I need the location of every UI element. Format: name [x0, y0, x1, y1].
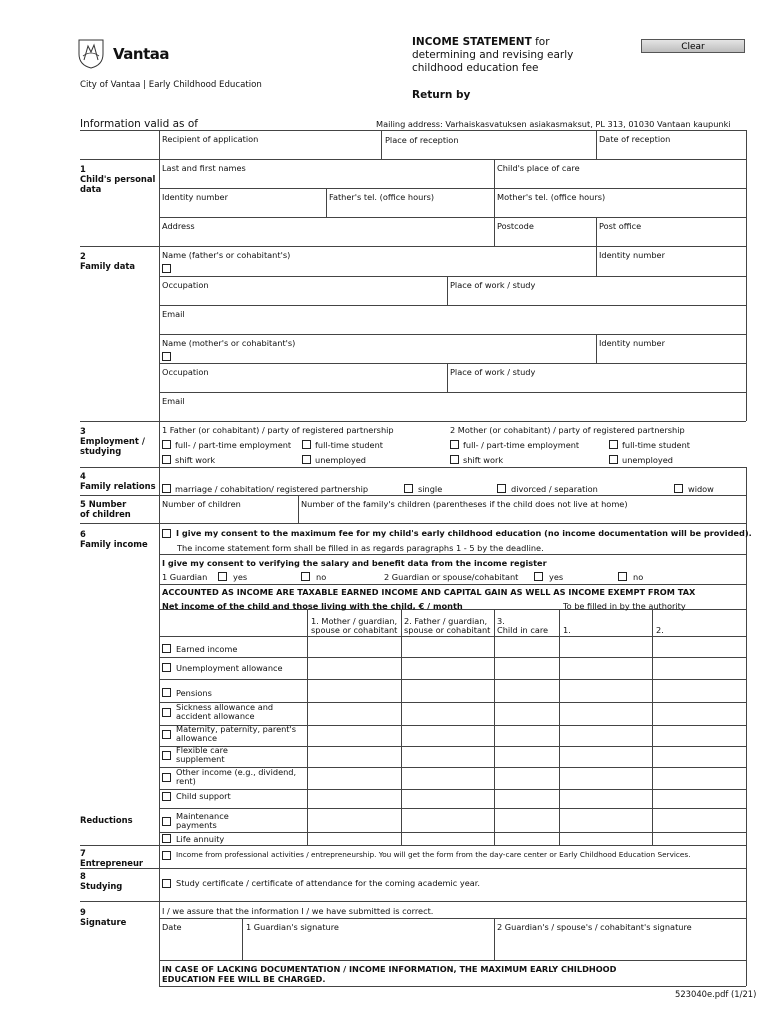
- g1-shift-label: shift work: [175, 455, 216, 465]
- consent-verify-label: I give my consent to verifying the salary and benefit data from the income register: [162, 558, 547, 568]
- g1-no-checkbox[interactable]: [301, 572, 310, 581]
- section-7-label: 7 Entrepreneur: [80, 848, 144, 868]
- postcode-field[interactable]: Postcode: [497, 221, 534, 231]
- father-identity-field[interactable]: Identity number: [599, 250, 665, 260]
- life-annuity-checkbox[interactable]: [162, 834, 171, 843]
- form-title-rest: for: [531, 36, 550, 48]
- other-income-line2: rent): [176, 776, 196, 786]
- guardian-2-signature-field[interactable]: 2 Guardian's / spouse's / cohabitant's signature: [497, 922, 692, 932]
- sickness-allowance-line1: Sickness allowance and: [176, 702, 274, 712]
- income-g2-label: 2 Guardian or spouse/cohabitant: [384, 572, 519, 582]
- maintenance-payments-line2: payments: [176, 820, 217, 830]
- section-2-label: 2 Family data: [80, 251, 136, 271]
- g2-shift-checkbox[interactable]: [450, 455, 459, 464]
- maintenance-payments-checkbox[interactable]: [162, 817, 171, 826]
- g2-yes-checkbox[interactable]: [534, 572, 543, 581]
- other-income-checkbox[interactable]: [162, 773, 171, 782]
- section-8-label: 8 Studying: [80, 871, 123, 891]
- section-5-label: 5 Number of children: [80, 499, 131, 519]
- life-annuity-label: Life annuity: [176, 834, 225, 844]
- father-workplace-field[interactable]: Place of work / study: [450, 280, 536, 290]
- net-income-heading: Net income of the child and those living with the child, € / month: [162, 601, 463, 611]
- sickness-allowance-label: [176, 703, 273, 721]
- unemployment-allowance-checkbox[interactable]: [162, 663, 171, 672]
- g2-student-label: full-time student: [622, 440, 690, 450]
- single-label: single: [418, 484, 443, 494]
- father-checkbox[interactable]: [162, 264, 171, 273]
- maternity-allowance-line1: Maternity, paternity, parent's: [176, 724, 297, 734]
- return-by-label: Return by: [412, 89, 471, 101]
- address-field[interactable]: Address: [162, 221, 195, 231]
- sickness-allowance-line2: accident allowance: [176, 711, 255, 721]
- employment-guardian-1-label: 1 Father (or cohabitant) / party of registered partnership: [162, 425, 394, 435]
- widow-label: widow: [688, 484, 714, 494]
- earned-income-label: Earned income: [176, 644, 238, 654]
- mother-workplace-field[interactable]: Place of work / study: [450, 367, 536, 377]
- valid-as-of-label: Information valid as of: [80, 118, 198, 130]
- maternity-allowance-line2: allowance: [176, 733, 218, 743]
- post-office-field[interactable]: Post office: [599, 221, 642, 231]
- g1-fullpart-label: full- / part-time employment: [175, 440, 292, 450]
- flexible-care-line2: supplement: [176, 754, 225, 764]
- col-father-header-2: spouse or cohabitant: [404, 625, 491, 635]
- marriage-checkbox[interactable]: [162, 484, 171, 493]
- single-checkbox[interactable]: [404, 484, 413, 493]
- form-title: [412, 36, 573, 75]
- child-support-label: Child support: [176, 791, 231, 801]
- g1-no-label: no: [316, 572, 327, 582]
- footer-file-reference: 523040e.pdf (1/21): [675, 989, 757, 999]
- mailing-address: Mailing address: Varhaiskasvatuksen asiakasmaksut, PL 313, 01030 Vantaan kaupunki: [376, 119, 731, 129]
- family-children-field[interactable]: Number of the family's children (parentheses if the child does not live at home): [301, 499, 628, 509]
- mother-checkbox[interactable]: [162, 352, 171, 361]
- section-4-label: 4 Family relations: [80, 471, 156, 491]
- form-title-line2: determining and revising early: [412, 49, 574, 61]
- pensions-label: Pensions: [176, 688, 212, 698]
- flexible-care-line1: Flexible care: [176, 745, 228, 755]
- entrepreneur-label: Income from professional activities / entrepreneurship. You will get the form from the day-care center or Early Childhood Education Services.: [176, 850, 691, 859]
- mother-tel-field[interactable]: Mother's tel. (office hours): [497, 192, 606, 202]
- g2-shift-label: shift work: [463, 455, 504, 465]
- father-tel-field[interactable]: Father's tel. (office hours): [329, 192, 435, 202]
- g2-student-checkbox[interactable]: [609, 440, 618, 449]
- warning-line-2: EDUCATION FEE WILL BE CHARGED.: [162, 974, 326, 984]
- widow-checkbox[interactable]: [674, 484, 683, 493]
- flexible-care-label: [176, 746, 228, 764]
- g2-no-label: no: [633, 572, 644, 582]
- employment-guardian-2-label: 2 Mother (or cohabitant) / party of registered partnership: [450, 425, 685, 435]
- authority-note: To be filled in by the authority: [563, 601, 686, 611]
- col-father-header-1: 2. Father / guardian,: [404, 616, 488, 626]
- date-of-reception-label: Date of reception: [599, 134, 671, 144]
- g1-student-label: full-time student: [315, 440, 383, 450]
- flexible-care-checkbox[interactable]: [162, 751, 171, 760]
- signature-date-field[interactable]: Date: [162, 922, 182, 932]
- g1-unemployed-checkbox[interactable]: [302, 455, 311, 464]
- section-9-label: 9 Signature: [80, 907, 127, 927]
- other-income-line1: Other income (e.g., dividend,: [176, 767, 297, 777]
- col-child-header-2: Child in care: [497, 625, 549, 635]
- col-authority-1-header: 1.: [563, 625, 571, 635]
- consent-max-fee-checkbox[interactable]: [162, 529, 171, 538]
- income-g1-label: 1 Guardian: [162, 572, 208, 582]
- father-name-field[interactable]: Name (father's or cohabitant's): [162, 250, 291, 260]
- warning-line-1: IN CASE OF LACKING DOCUMENTATION / INCOME INFORMATION, THE MAXIMUM EARLY CHILDHOOD: [162, 964, 617, 974]
- study-certificate-checkbox[interactable]: [162, 879, 171, 888]
- g1-unemployed-label: unemployed: [315, 455, 366, 465]
- clear-button[interactable]: Clear: [641, 39, 745, 53]
- marriage-label: marriage / cohabitation/ registered partnership: [175, 484, 369, 494]
- father-email-field[interactable]: Email: [162, 309, 185, 319]
- section-3-label: 3 Employment / studying: [80, 426, 145, 456]
- g2-fullpart-checkbox[interactable]: [450, 440, 459, 449]
- g2-no-checkbox[interactable]: [618, 572, 627, 581]
- earned-income-checkbox[interactable]: [162, 644, 171, 653]
- g2-unemployed-label: unemployed: [622, 455, 673, 465]
- mother-email-field[interactable]: Email: [162, 396, 185, 406]
- maternity-allowance-label: [176, 725, 296, 743]
- divorced-checkbox[interactable]: [497, 484, 506, 493]
- section-6-label: 6 Family income: [80, 529, 148, 549]
- fill-note: The income statement form shall be filled in as regards paragraphs 1 - 5 by the deadline.: [177, 543, 544, 553]
- col-mother-header-2: spouse or cohabitant: [311, 625, 398, 635]
- col-child-header-1: 3.: [497, 616, 505, 626]
- place-of-reception-label: Place of reception: [385, 135, 459, 145]
- pensions-checkbox[interactable]: [162, 688, 171, 697]
- vantaa-crest-icon: [76, 36, 106, 70]
- child-names-field[interactable]: Last and first names: [162, 163, 246, 173]
- g1-yes-label: yes: [233, 572, 248, 582]
- maternity-allowance-checkbox[interactable]: [162, 730, 171, 739]
- study-certificate-label: Study certificate / certificate of attendance for the coming academic year.: [176, 878, 481, 888]
- section-1-label: 1 Child's personal data: [80, 164, 156, 194]
- g2-yes-label: yes: [549, 572, 564, 582]
- father-occupation-field[interactable]: Occupation: [162, 280, 209, 290]
- g2-unemployed-checkbox[interactable]: [609, 455, 618, 464]
- form-title-bold: INCOME STATEMENT: [412, 36, 532, 48]
- consent-max-fee-label: I give my consent to the maximum fee for my child's early childhood education (no income documentation will be provided).: [176, 528, 752, 538]
- mother-identity-field[interactable]: Identity number: [599, 338, 665, 348]
- number-of-children-field[interactable]: Number of children: [162, 499, 241, 509]
- g2-fullpart-label: full- / part-time employment: [463, 440, 580, 450]
- mother-occupation-field[interactable]: Occupation: [162, 367, 209, 377]
- reductions-label: Reductions: [80, 815, 133, 825]
- col-mother-header-1: 1. Mother / guardian,: [311, 616, 398, 626]
- child-place-of-care-field[interactable]: Child's place of care: [497, 163, 580, 173]
- divorced-label: divorced / separation: [511, 484, 598, 494]
- maintenance-payments-label: [176, 812, 229, 830]
- entrepreneur-checkbox[interactable]: [162, 851, 171, 860]
- g1-yes-checkbox[interactable]: [218, 572, 227, 581]
- g1-student-checkbox[interactable]: [302, 440, 311, 449]
- g1-fullpart-checkbox[interactable]: [162, 440, 171, 449]
- unemployment-allowance-label: Unemployment allowance: [176, 663, 283, 673]
- recipient-label: Recipient of application: [162, 134, 259, 144]
- accounted-income-notice: ACCOUNTED AS INCOME ARE TAXABLE EARNED INCOME AND CAPITAL GAIN AS WELL AS INCOME EXEMPT FROM TAX: [162, 587, 696, 597]
- form-title-line3: childhood education fee: [412, 62, 539, 74]
- child-identity-field[interactable]: Identity number: [162, 192, 228, 202]
- mother-name-field[interactable]: Name (mother's or cohabitant's): [162, 338, 296, 348]
- organization-name: City of Vantaa | Early Childhood Education: [80, 80, 262, 90]
- maintenance-payments-line1: Maintenance: [176, 811, 229, 821]
- g1-shift-checkbox[interactable]: [162, 455, 171, 464]
- other-income-label: [176, 768, 296, 786]
- sickness-allowance-checkbox[interactable]: [162, 708, 171, 717]
- brand-logo-text: Vantaa: [113, 45, 170, 63]
- guardian-1-signature-field[interactable]: 1 Guardian's signature: [246, 922, 339, 932]
- child-support-checkbox[interactable]: [162, 792, 171, 801]
- col-authority-2-header: 2.: [656, 625, 664, 635]
- assurance-statement: I / we assure that the information I / we have submitted is correct.: [162, 906, 434, 916]
